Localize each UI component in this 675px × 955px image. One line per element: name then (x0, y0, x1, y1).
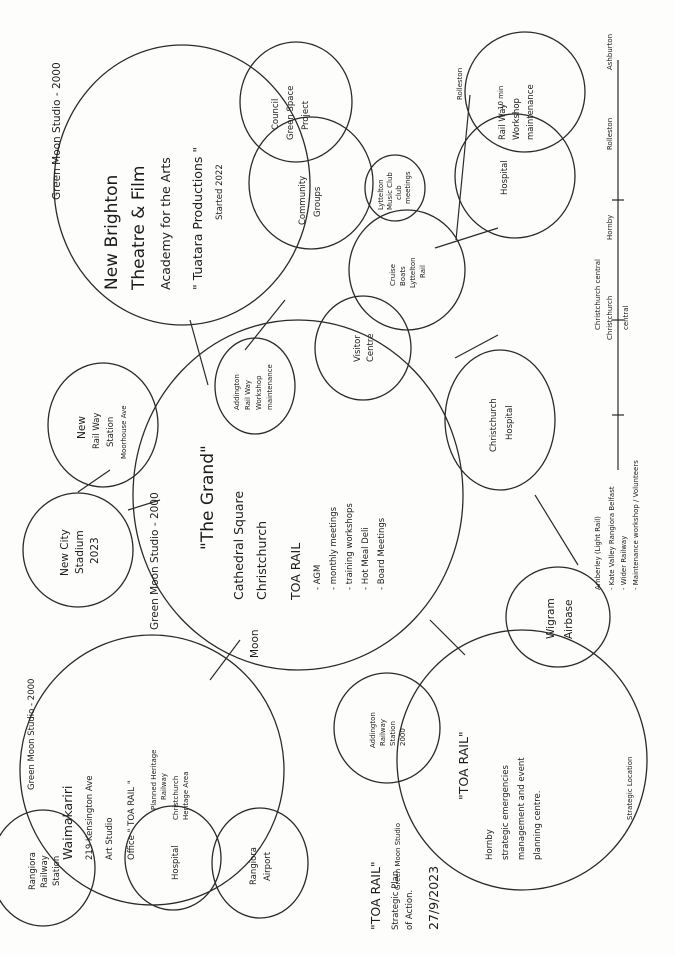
cruise-line-1: Cruise (389, 263, 397, 286)
new-brighton-line-1: New Brighton (102, 174, 122, 290)
grand-org: TOA RAIL (288, 542, 303, 600)
lyttelton-club-line-1: Lyttelton (377, 179, 385, 210)
line-workshop-community (245, 300, 285, 350)
addington-workshop-line-3: Workshop (255, 375, 263, 410)
council-line-3: Project (301, 100, 311, 130)
waimakariri-side-3: Christchurch (172, 775, 180, 820)
light-rail-row-1: - Kate Valley Rangiora Belfast (608, 486, 616, 590)
addington-workshop-line-4: maintenance (266, 364, 274, 410)
hospital-small-label: Hospital (171, 845, 181, 880)
new-station-line-4: Moorhouse Ave (120, 405, 128, 459)
stadium-line-3: 2023 (89, 537, 101, 564)
grand-item-5: - Board Meetings (377, 517, 387, 590)
line-chhospital-wigram (535, 495, 578, 565)
rolleston-top-label: Rolleston (456, 67, 464, 100)
circle-rail-workshop-rolleston (465, 32, 585, 152)
line-brighton-grand (190, 320, 208, 385)
circle-the-grand (133, 320, 463, 670)
new-station-line-2: Rail Way (92, 412, 102, 449)
grand-arc-label: Green Moon Studio - 2000 (149, 492, 161, 630)
grand-line-1: Cathedral Square (231, 490, 246, 600)
circle-addington-station (334, 673, 440, 783)
community-line-1: Community (298, 175, 308, 225)
circle-new-station (48, 363, 158, 487)
footer-date: 27/9/2023 (426, 865, 441, 930)
rail-workshop-line-2: Workshop (512, 98, 522, 140)
new-brighton-line-3: Academy for the Arts (158, 157, 173, 290)
rail-workshop-line-1: Rail Way (498, 103, 508, 140)
hornby-line-2: strategic emergencies (501, 765, 511, 860)
stadium-line-2: Stadium (74, 530, 86, 574)
rolleston-timeline-labels (456, 34, 630, 340)
line-cruise-hospital (435, 228, 498, 248)
hornby-station: Hornby (606, 214, 614, 240)
new-station-line-3: Station (106, 416, 116, 447)
grand-item-1: - AGM (313, 564, 323, 590)
cruise-line-2: Boats (399, 266, 407, 286)
light-rail-heading: Amberley (Light Rail) (594, 516, 602, 590)
council-line-2: Green Space (286, 85, 296, 140)
lyttelton-club-line-4: meetings (404, 171, 412, 204)
circle-visitor (315, 296, 411, 400)
waimakariri-side-2: Railway (160, 772, 168, 800)
addington-workshop-line-2: Rail Way (244, 379, 252, 410)
hornby-org: "TOA RAIL" (456, 731, 471, 800)
lyttelton-club-line-3: club (395, 185, 403, 200)
addington-station-line-3: Station (389, 721, 397, 746)
circle-new-brighton (54, 45, 310, 325)
rangiora-station-line-1: Rangiora (28, 852, 38, 890)
waimakariri-line-1: Waimakariri (60, 785, 75, 860)
line-stadium-station (78, 470, 110, 492)
christchurch-station: Christchurch (606, 295, 614, 340)
chch-hospital-line-2: Hospital (505, 405, 515, 440)
rolleston-station: Rolleston (606, 117, 614, 150)
hornby-strategic: Strategic Location (626, 756, 634, 820)
new-brighton-line-5: Started 2022 (215, 164, 225, 220)
circle-chch-hospital (445, 350, 555, 490)
grand-title: "The Grand" (198, 445, 218, 550)
rail-workshop-line-3: maintenance (526, 84, 536, 140)
addington-station-line-1: Addington (369, 712, 377, 748)
new-brighton-line-4: " Tuatara Productions " (190, 146, 205, 290)
moon-label: Moon (249, 629, 261, 658)
rangiora-airport-line-1: Rangiora (249, 847, 259, 885)
new-brighton-line-2: Theatre & Film (129, 165, 149, 290)
rangiora-station-line-3: Station (52, 855, 62, 886)
grand-item-2: - monthly meetings (329, 506, 339, 590)
light-rail-row-3: - Maintenance workshop / Volunteers (632, 460, 640, 590)
visitor-line-2: Centre (366, 333, 376, 362)
waimakariri-side-1: Planned Heritage (150, 749, 158, 810)
cruise-line-3: Lyttelton (409, 257, 417, 288)
central-station: central (622, 305, 630, 330)
light-rail-marker: Christchurch central (594, 259, 602, 330)
chch-hospital-line-1: Christchurch (489, 398, 499, 452)
visitor-line-1: Visitor (353, 335, 363, 362)
waimakariri-line-2: 219 Kensington Ave (85, 775, 95, 860)
rangiora-airport-line-2: Airport (263, 851, 273, 881)
waimakariri-side-4: Heritage Area (182, 771, 190, 820)
line-visitor-hospital (455, 335, 498, 358)
light-rail-row-2: - Wider Railway (620, 535, 628, 590)
hornby-line-1: Hornby (485, 829, 495, 860)
hornby-line-4: planning centre. (533, 790, 543, 860)
addington-station-line-4: 2000 (399, 728, 407, 746)
circle-community (249, 117, 373, 249)
rangiora-station-line-2: Railway (40, 855, 50, 888)
grand-item-3: - training workshops (345, 503, 355, 590)
circle-cruise (349, 210, 465, 330)
circle-rangiora-airport (212, 808, 308, 918)
hornby-line-3: management and event (517, 757, 527, 860)
stadium-line-1: New City (59, 529, 71, 576)
waimakariri-arc-label: Green Moon Studio - 2000 (27, 678, 37, 790)
line-rolleston-vertical (456, 95, 470, 240)
grand-line-2: Christchurch (254, 520, 269, 600)
new-brighton-arc-label: Green Moon Studio - 2000 (51, 62, 63, 200)
footer-line-2: of Action. (405, 889, 415, 930)
wigram-line-1: Wigram (545, 598, 557, 639)
wigram-line-2: Airbase (563, 599, 575, 639)
cruise-line-4: Rail (419, 265, 427, 278)
line-grand-hornby (430, 620, 465, 655)
waimakariri-line-4: Office " TOA RAIL " (127, 780, 137, 860)
footer-line-1: Strategic Plan (391, 870, 401, 930)
grand-item-4: - Hot Meal Deli (361, 527, 371, 590)
new-station-line-1: New (76, 416, 88, 439)
circle-council (240, 42, 352, 162)
council-line-1: Council (271, 98, 281, 130)
lyttelton-club-line-2: Music Club (386, 172, 394, 210)
ashburton-label: Ashburton (606, 33, 614, 70)
ten-min-label: 10 min (497, 85, 505, 110)
waimakariri-line-3: Art Studio (105, 817, 115, 860)
community-line-2: Groups (313, 186, 323, 217)
hornby-arc-label: Green Moon Studio (394, 823, 402, 890)
hospital-rolleston-label: Hospital (500, 160, 510, 195)
footer-title: "TOA RAIL" (368, 861, 383, 930)
addington-workshop-line-1: Addington (233, 374, 241, 410)
addington-station-line-2: Railway (379, 718, 387, 746)
